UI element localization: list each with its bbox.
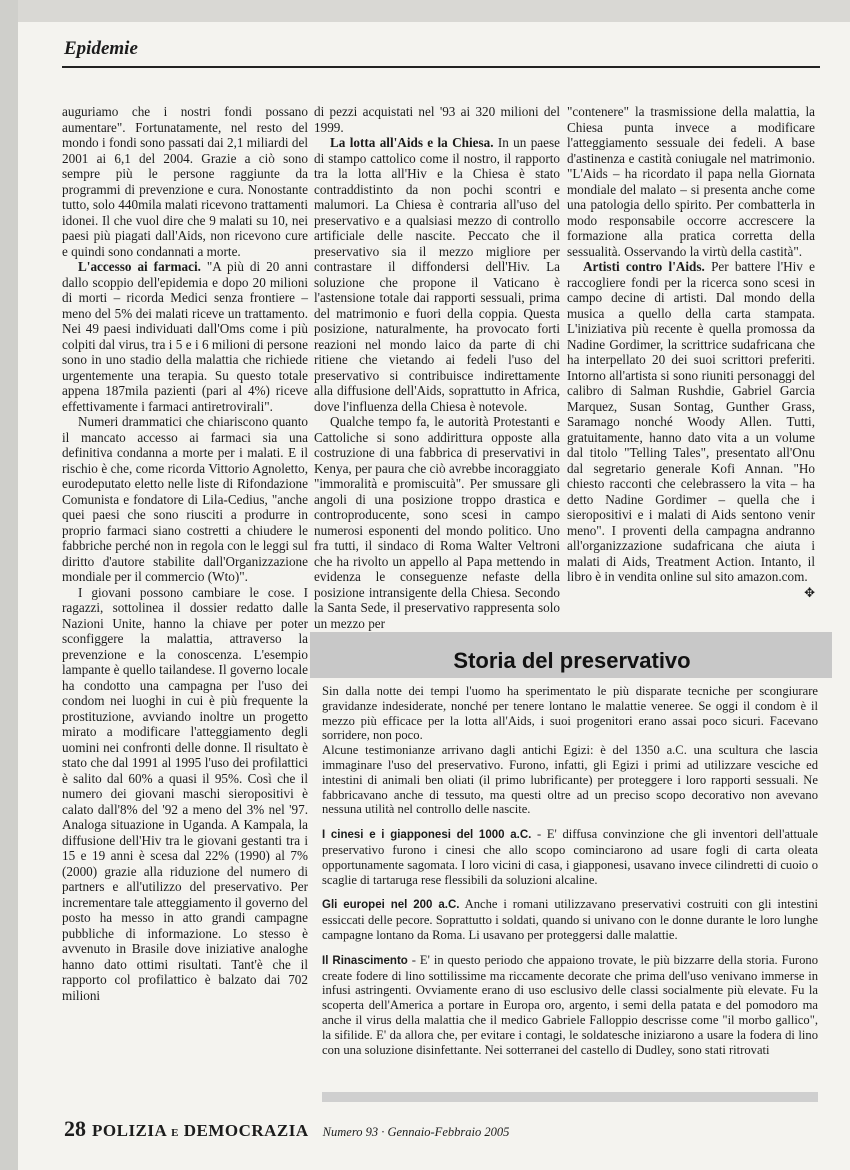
subheading: Artisti contro l'Aids.: [583, 259, 705, 274]
paragraph: di pezzi acquistati nel '93 ai 320 milioni del 1999.: [314, 104, 560, 135]
box-paragraph: [322, 897, 818, 942]
magazine-name-part: E: [171, 1127, 179, 1139]
box-paragraph: [322, 684, 818, 743]
box-subheading: Gli europei nel 200 a.C.: [322, 899, 460, 912]
box-text: - E' diffusa convinzione che gli inventori dell'attuale preservativo furono i cinesi che allo scopo cominciarono ad usare fogli di carta oleata opportunamente sagomata. I loro vicini di casa, i giapponesi, usavano invece cilindretti di cuoio o scaglie di tartaruga rese flessibili da soluzioni alcaline.: [322, 827, 819, 887]
paragraph-text: Per battere l'Hiv e raccogliere fondi per la ricerca sono scesi in campo decine di artisti. Dal mondo della musica a quello della carta stampata. L'iniziativa più recente è quella promossa da Nadine Gordimer, la scrittrice sudafricana che ha interpellato 20 dei suoi scrittori preferiti. Intorno all'artista si sono riuniti personaggi del calibro di Salman Rushdie, Gabriel Garcia Marquez, Susan Sontag, Gunther Grass, Saramago nonché Woody Allen. Tutti, gratuitamente, hanno dato vita a un volume dal titolo "Telling Tales", presentato all'Onu dal segretario generale Kofi Annan. "Ho chiesto racconti che celebrassero la vita – ha detto Nadine Gordimer – quella che i sieropositivi e i malati di Aids sentono venir meno". I proventi della campagna andranno all'organizzazione sudafricana che aiuta i malati di Aids, Treatment Action. Intanto, il libro è in vendita online sul sito amazon.com.: [567, 259, 815, 584]
section-title: Epidemie: [64, 38, 138, 59]
box-text: Anche i romani utilizzavano preservativi costruiti con gli intestini essiccati delle pecore. Soprattutto i soldati, quando si univano con le donne durante le loro lunghe campagne lontano da Roma. Li usavano per proteggersi dalle malattie.: [322, 897, 819, 942]
paragraph: "contenere" la trasmissione della malattia, la Chiesa punta invece a modificare l'atteggiamento sessuale dei fedeli. A base d'astinenza e castità coniugale nel matrimonio. "L'Aids – ha ricordato il papa nella Giornata mondiale del malato – si presenta anche come una patologia dello spirito. Per combatterla in modo responsabile occorre accrescere la formazione alla pratica corretta della sessualità. Osservando la virtù della castità".: [567, 104, 815, 259]
magazine-name-part: DEMOCRAZIA: [183, 1121, 309, 1140]
box-paragraph: [322, 827, 818, 887]
subheading: L'accesso ai farmaci.: [78, 259, 201, 274]
end-mark-icon: ✥: [804, 584, 815, 600]
box-subheading: I cinesi e i giapponesi del 1000 a.C.: [322, 829, 532, 842]
paragraph-text: In un paese di stampo cattolico come il nostro, il rapporto tra la lotta all'Hiv e la Chiesa è stato contraddistinto da non pochi scontri e malumori. La Chiesa è contraria all'uso del preservativo e a qualsiasi mezzo di controllo artificiale delle nascite. Peccato che il preservativo sia il mezzo migliore per contrastare il diffondersi dell'Hiv. La soluzione che propone il Vaticano è l'astensione totale dai rapporti sessuali, prima del matrimonio e fuori della coppia. Questa posizione, naturalmente, ha provocato forti reazioni nel mondo laico da parte di chi ritiene che vietando ai fedeli l'uso del preservativo si contribuisce indirettamente alla diffusione dell'Aids, soprattutto in Africa, dove l'influenza della Chiesa è notevole.: [314, 135, 560, 414]
issue-info: Numero 93 · Gennaio-Febbraio 2005: [322, 1125, 510, 1139]
box-subheading: Il Rinascimento: [322, 954, 408, 967]
page-number: 28: [64, 1116, 86, 1141]
page-footer: [64, 1116, 509, 1142]
box-paragraph: Alcune testimonianze arrivano dagli antichi Egizi: è del 1350 a.C. una scultura che lascia immaginare l'uso del preservativo. Furono, infatti, gli Egizi i primi ad utilizzare vesciche ed intestini di animali ben oliati (il primo lubrificante) per proteggere i loro rapporti sessuali. Ne fabbricavano anche di tessuto, ma questi oltre ad un preciso scopo decorativo non avevano nessuna utilità nel controllo delle nascite.: [322, 743, 818, 817]
paragraph: auguriamo che i nostri fondi possano aumentare". Fortunatamente, nel resto del mondo i fondi sono passati dai 2,1 miliardi del 2001 ai 6,1 del 2004. Grazie a ciò sono sempre più le persone raggiunte da programmi di prevenzione e cura. Nonostante tutto, solo 440mila malati ricevono trattamenti idonei. Il che vuol dire che 9 malati su 10, nei paesi più piagati dall'Aids, non ricevono cure e quindi sono condannati a morte.: [62, 104, 308, 259]
paragraph-text: "A più di 20 anni dallo scoppio dell'epidemia e dopo 20 milioni di morti – ricorda Medici senza frontiere – meno del 5% dei malati riceve un trattamento. Nei 49 paesi individuati dall'Oms come i più colpiti dal virus, tra i 5 e i 6 milioni di persone sono in uno stadio della malattia che richiede urgentemente una terapia. Su questo totale appena 187mila pazienti (pari al 4%) riceve effettivamente i farmaci antiretrovirali".: [62, 259, 308, 414]
box-intro: Sin dalla notte dei tempi l'uomo ha sperimentato le più disparate tecniche per scongiurare gravidanze indesiderate, nonché per tenere lontano le malattie veneree. Se oggi il condom è il mezzo più efficace per la lotta all'Aids, i suoi progenitori erano assai poco sicuri. Facevano sorridere, non poco.: [322, 684, 818, 743]
article-column-1: [62, 104, 308, 1003]
sidebar-box-title: Storia del preservativo: [453, 648, 691, 673]
sidebar-box-body: [322, 684, 818, 1067]
header-rule: [62, 66, 820, 68]
article-column-2: [314, 104, 560, 631]
paragraph: Qualche tempo fa, le autorità Protestanti e Cattoliche si sono addirittura opposte alla costruzione di una fabbrica di preservativi in Kenya, per paura che ciò avrebbe incoraggiato "immoralità e promiscuità". Per smussare gli angoli di una posizione troppo drastica e controproducente, sono scesi in campo numerosi esponenti del mondo politico. Uno fra tutti, il sindaco di Roma Walter Veltroni che ha rivolto un appello al Papa mettendo in evidenza le conseguenze nefaste della posizione intransigente della Chiesa. Secondo la Santa Sede, il preservativo rappresenta solo un mezzo per: [314, 414, 560, 631]
paragraph: I giovani possono cambiare le cose. I ragazzi, sottolinea il dossier redatto dalle Nazioni Unite, hanno la chiave per poter sconfiggere la malattia, attraverso la prevenzione e la conoscenza. L'esempio lampante è quello tailandese. Il governo locale ha condotto una campagna per l'uso dei condom nei luoghi in cui è più frequente la prostituzione, avviando inoltre un progetto mirato a modificare l'atteggiamento degli uomini nei confronti delle donne. Il risultato è stato che dal 1991 al 1995 l'uso dei profilattici è salito dal 60% a quasi il 95%. Così che il numero dei giovani maschi sieropositivi è calato dall'8% del '92 a meno del 3% nel '97. Analoga situazione in Uganda. A Kampala, la diffusione dell'Hiv tra le giovani gestanti tra i 15 e 19 anni è scesa dal 22% (1990) al 7% (2000) grazie alla riduzione del numero di partners e all'utilizzo del preservativo. Per incrementare tale atteggiamento il governo del posto ha messo in atto grandi campagne pubbliche di informazione. Lo stesso è avvenuto in Brasile dove iniziative analoghe hanno dato ottimi risultati. Tant'è che il rapporto col profilattico è balzato dai 702 milioni: [62, 584, 308, 1003]
paragraph: [62, 259, 308, 414]
paragraph: [314, 135, 560, 414]
subheading: La lotta all'Aids e la Chiesa.: [330, 135, 494, 150]
box-paragraph: [322, 953, 818, 1058]
paragraph: [567, 259, 815, 600]
magazine-name-part: POLIZIA: [92, 1121, 167, 1140]
magazine-name: [92, 1121, 309, 1141]
article-column-3: [567, 104, 815, 600]
box-text: - E' in questo periodo che appaiono trovate, le più bizzarre della storia. Furono create fodere di lino sottilissime ma riccamente decorate che prima dell'uso venivano immerse in infusi astringenti. Ovviamente erano di uso esclusivo delle classi socialmente più elevate. Fu la scoperta dell'America a portare in Europa oro, argento, i semi della patata e del pomodoro ma anche il virus della malattia che il medico Gabriele Falloppio descrisse come "il morbo gallico", la sifilide. E' da allora che, per evitare i contagi, le soldatesche iniziarono a usare la fodera di lino con una soluzione disinfettante. Nei sotterranei del castello di Dudley, sono stati ritrovati: [322, 952, 819, 1057]
sidebar-box-footer-bar: [322, 1092, 818, 1102]
paragraph: Numeri drammatici che chiariscono quanto il mancato accesso ai farmaci sia una definitiva condanna a morte per i malati. E il rischio è che, come ricorda Vittorio Agnoletto, eurodeputato eletto nelle liste di Rifondazione Comunista e fondatore di Lila-Cedius, "anche quei paesi che sono riusciti a produrre in proprio farmaci siano costretti a chiudere le fabbriche perché non in regola con le leggi sul diritto d'autore stabilite dall'Organizzazione mondiale per il commercio (Wto)".: [62, 414, 308, 584]
